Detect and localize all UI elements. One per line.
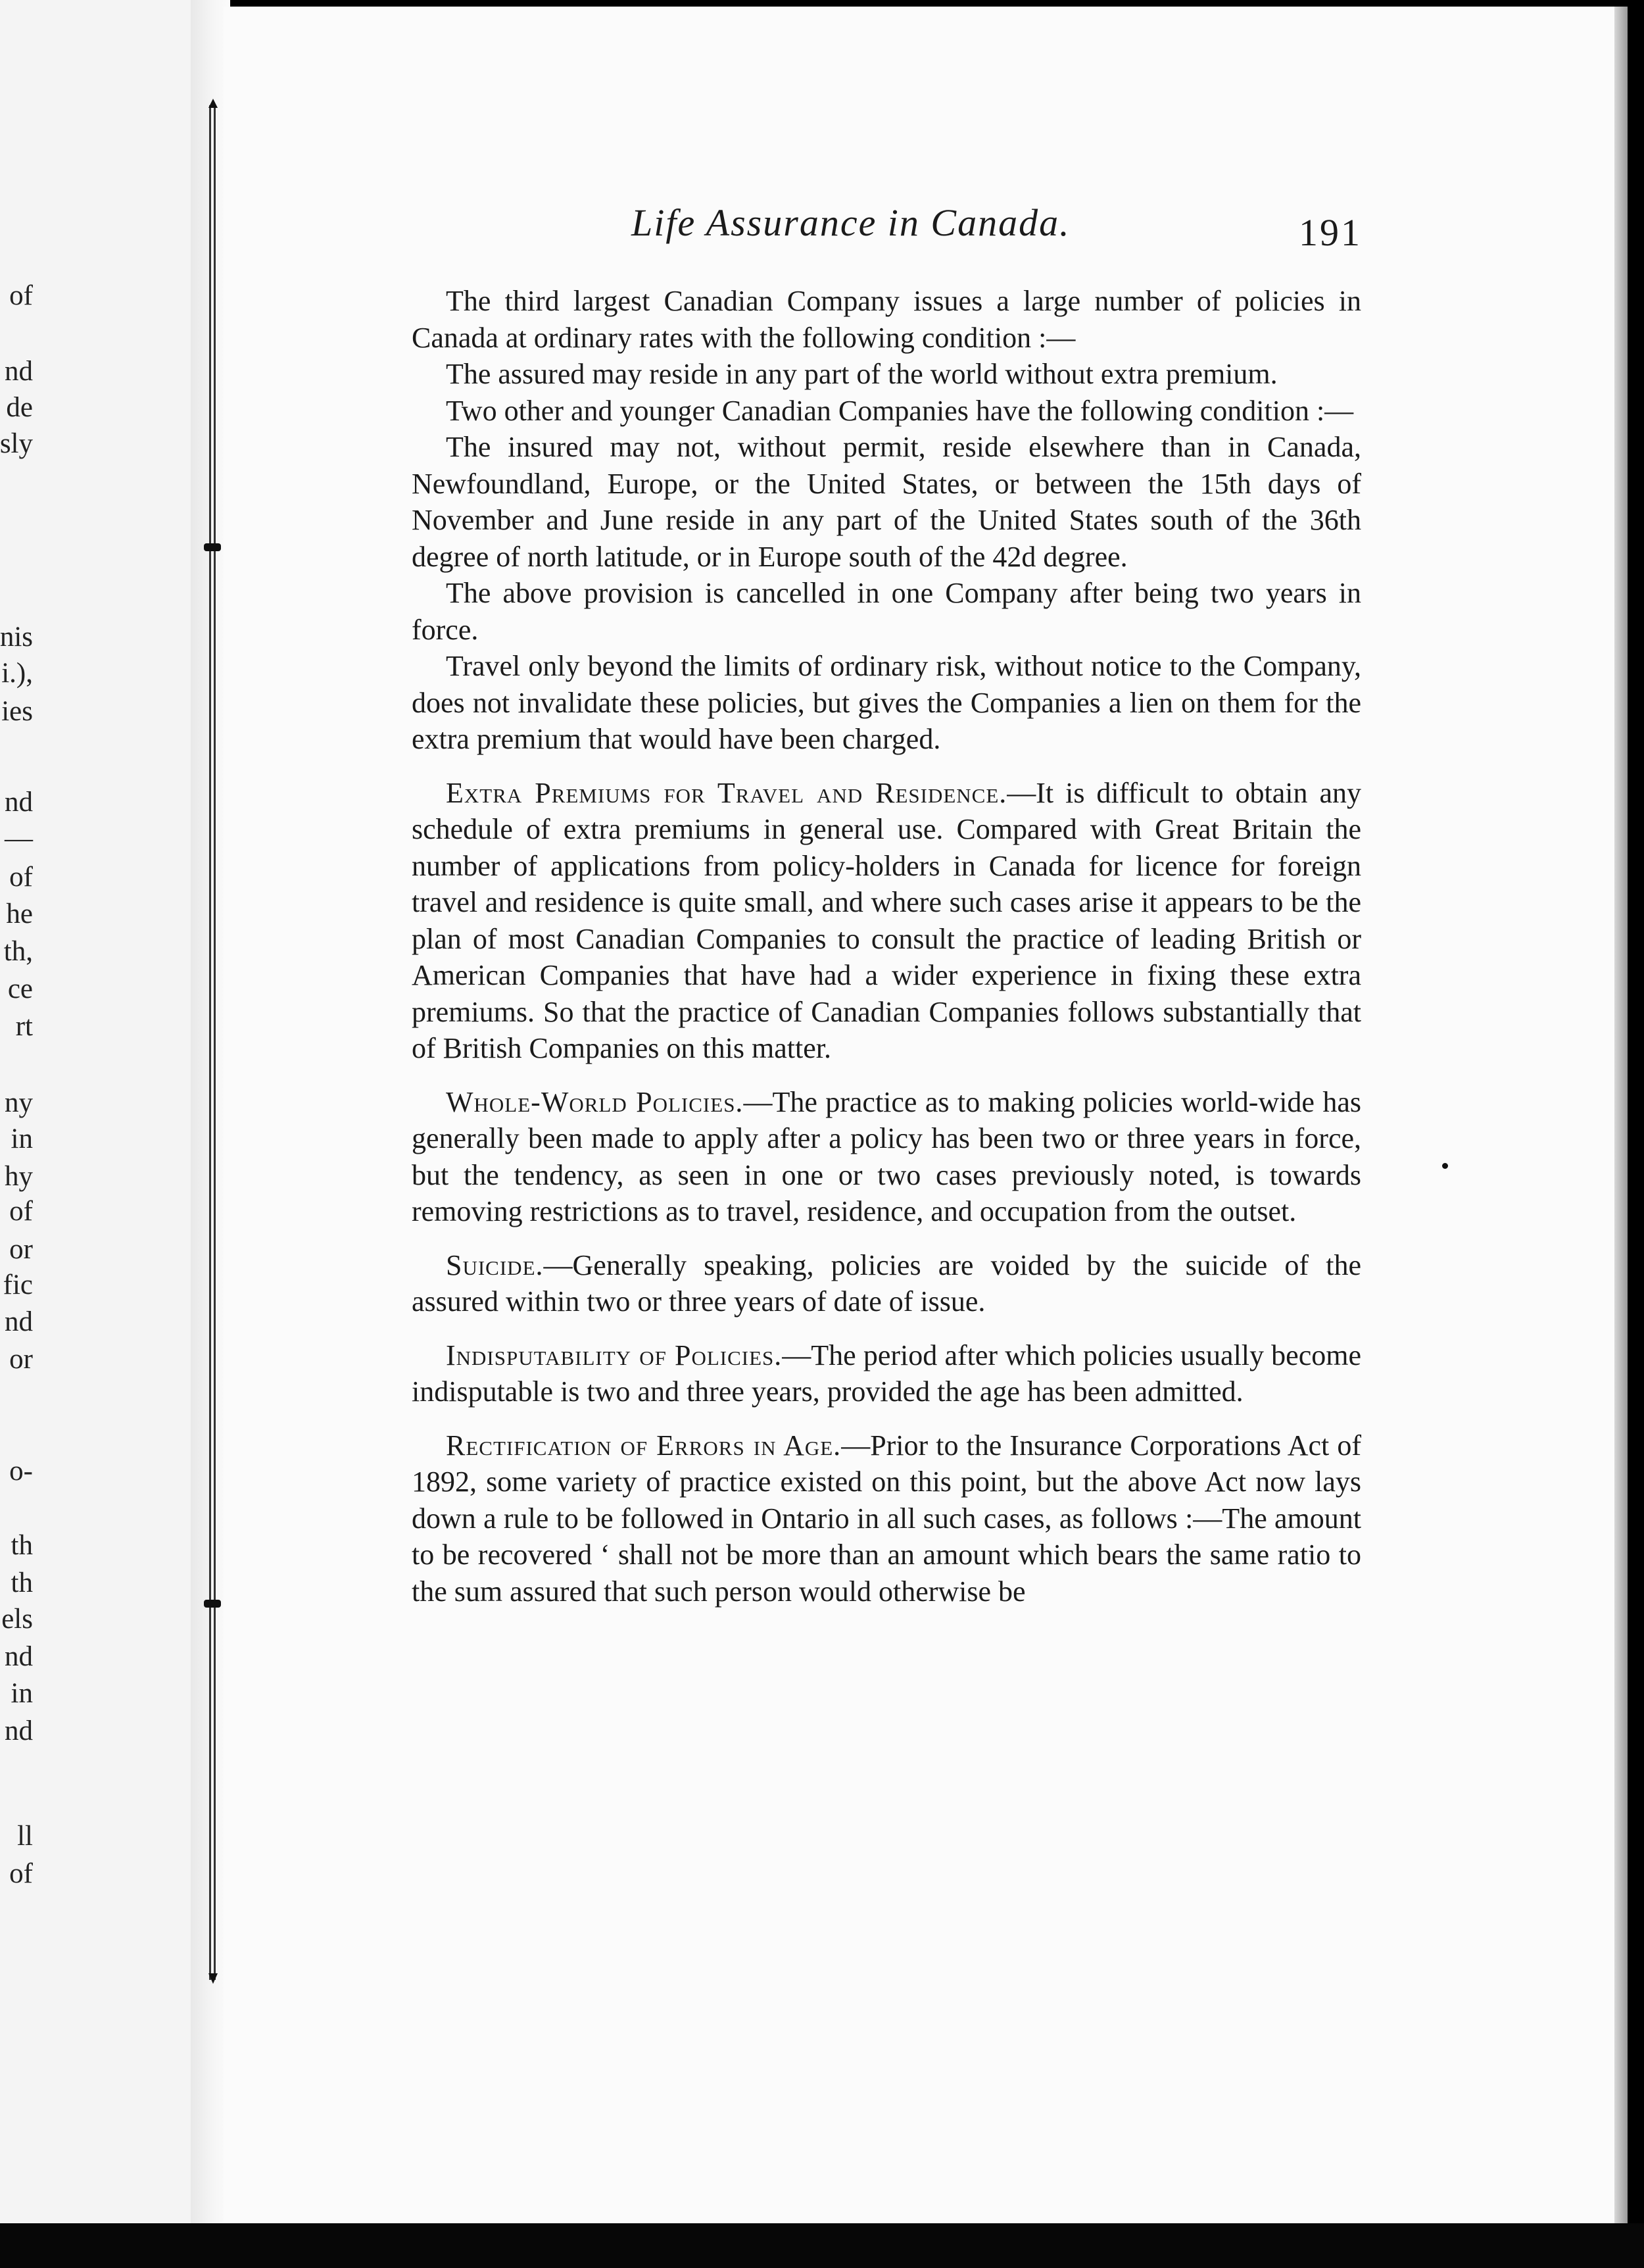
section-extra-premiums	[412, 775, 1361, 1067]
fragment: th,	[3, 936, 33, 967]
fragment: he	[6, 899, 33, 929]
fragment: th	[11, 1567, 33, 1598]
section-text: —It is difficult to obtain any schedule of extra premiums in general use. Compared with Great Britain the number of applications from policy-holders in Canada for licence for foreign travel and residence is quite small, and where such cases arise it appears to be the plan of most Canadian Companies to consult the practice of leading British or American Companies that have had a wider experience in fixing these extra premiums. So that the practice of Canadian Companies follows substantially that of British Companies on this matter.	[412, 776, 1361, 1064]
fragment: nd	[5, 1641, 33, 1672]
fragment: fic	[3, 1270, 33, 1300]
ink-speck	[1442, 1163, 1448, 1169]
fragment: of	[9, 862, 33, 893]
fragment: of	[9, 280, 33, 311]
fragment: nd	[5, 1715, 33, 1746]
binding-thread	[209, 105, 216, 1980]
fragment: sly	[0, 428, 33, 459]
section-whole-world-policies	[412, 1084, 1361, 1230]
facing-page-text-fragments	[0, 0, 39, 1973]
section-indisputability	[412, 1337, 1361, 1410]
fragment: hy	[5, 1161, 33, 1192]
scan-background	[0, 2223, 1644, 2268]
fragment: ny	[5, 1087, 33, 1118]
section-heading: Suicide.	[446, 1248, 544, 1281]
section-text: —Prior to the Insurance Corporations Act of 1892, some variety of practice existed on this point, but the above Act now lays down a rule to be followed in Ontario in all such cases, as follows :—The amount to be recovered ‘ shall not be more than an amount which bears the same ratio to the sum assured that such person would otherwise be	[412, 1429, 1361, 1608]
thread-knot-icon	[204, 543, 221, 551]
paragraph: Two other and younger Canadian Companies have the following condition :—	[446, 394, 1354, 427]
fragment: de	[6, 392, 33, 423]
section-text: —The period after which policies usually become indisputable is two and three years, provided the age has been admitted.	[412, 1339, 1361, 1408]
fragment: nd	[5, 787, 33, 818]
thread-knot-icon	[204, 1600, 221, 1608]
fragment: or	[9, 1234, 33, 1265]
fragment: in	[11, 1123, 33, 1154]
section-heading: Extra Premiums for Travel and Residence.	[446, 776, 1007, 809]
fragment: ll	[17, 1821, 33, 1852]
fragment: or	[9, 1344, 33, 1375]
paragraph: The above provision is cancelled in one Company after being two years in force.	[412, 577, 1361, 646]
fragment: els	[1, 1604, 33, 1635]
fragment: i.),	[1, 658, 33, 689]
fragment: ies	[1, 696, 33, 727]
page-edge	[1614, 7, 1628, 2223]
section-text: —Generally speaking, policies are voided by the suicide of the assured within two or three years of date of issue.	[412, 1248, 1361, 1318]
running-title: Life Assurance in Canada.	[631, 201, 1071, 244]
facing-page	[0, 0, 217, 2223]
section-heading: Whole-World Policies.	[446, 1085, 744, 1118]
fragment: rt	[15, 1011, 33, 1042]
paragraph: The insured may not, without permit, reside elsewhere than in Canada, Newfoundland, Europe, or the United States, or between the 15th days of November and June reside in any part of the United States south of the 36th degree of north latitude, or in Europe south of the 42d degree.	[412, 431, 1361, 573]
fragment: nis	[0, 622, 33, 653]
section-rectification	[412, 1427, 1361, 1610]
page-number: 191	[1299, 211, 1362, 254]
fragment: nd	[5, 1306, 33, 1337]
fragment: nd	[5, 356, 33, 387]
thread-bottom-tip-icon	[208, 1973, 218, 1984]
section-text: —The practice as to making policies world-wide has generally been made to apply after a policy has been two or three years in force, but the tendency, as seen in one or two cases previously noted, is towards removing restrictions as to travel, residence, and occupation from the outset.	[412, 1085, 1361, 1227]
section-heading: Rectification of Errors in Age.	[446, 1429, 842, 1462]
fragment: of	[9, 1858, 33, 1889]
fragment: th	[11, 1530, 33, 1561]
fragment: in	[11, 1678, 33, 1709]
paragraph: The assured may reside in any part of the world without extra premium.	[446, 358, 1278, 390]
fragment: —	[5, 823, 33, 854]
paragraph: Travel only beyond the limits of ordinary risk, without notice to the Company, does not invalidate these policies, but gives the Companies a lien on them for the extra premium that would have been charged.	[412, 650, 1361, 755]
fragment: o-	[9, 1456, 33, 1487]
section-suicide	[412, 1247, 1361, 1320]
fragment: of	[9, 1196, 33, 1227]
page-body	[412, 283, 1361, 1610]
thread-top-tip-icon	[208, 99, 218, 108]
fragment: ce	[7, 974, 33, 1004]
paragraph: The third largest Canadian Company issues a large number of policies in Canada at ordinary rates with the following condition :—	[412, 285, 1361, 354]
section-heading: Indisputability of Policies.	[446, 1339, 783, 1371]
